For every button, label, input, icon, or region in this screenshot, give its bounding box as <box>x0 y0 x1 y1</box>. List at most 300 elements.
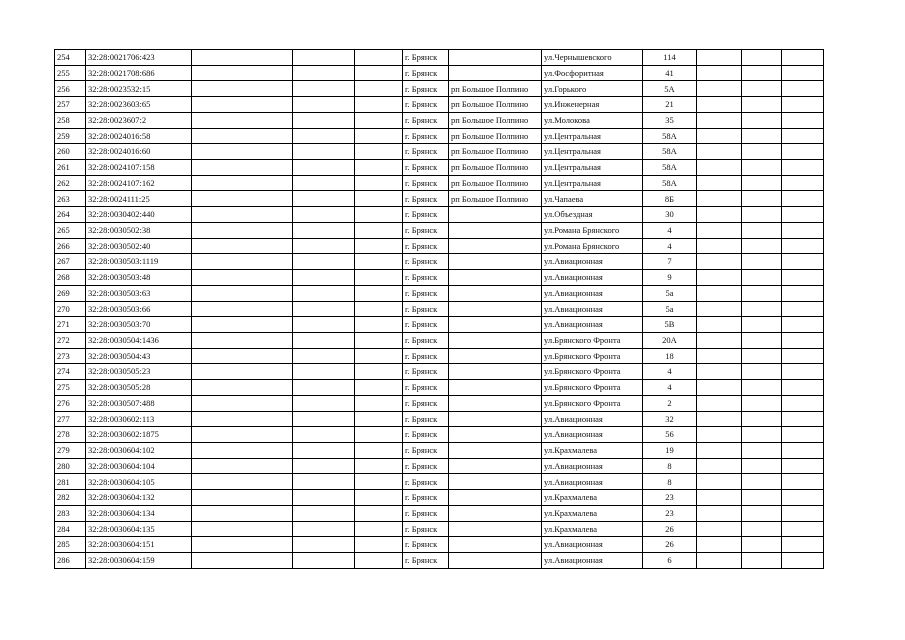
table-row <box>55 348 824 364</box>
empty-cell <box>742 458 782 474</box>
registry-table <box>54 49 824 569</box>
empty-cell <box>192 128 293 144</box>
house-number-cell: 4 <box>643 380 697 396</box>
empty-cell <box>355 458 403 474</box>
empty-cell <box>355 238 403 254</box>
table-row <box>55 317 824 333</box>
cadastral-number-cell: 32:28:0030604:134 <box>86 505 192 521</box>
cadastral-number-cell: 32:28:0030503:70 <box>86 317 192 333</box>
settlement-cell <box>449 395 542 411</box>
empty-cell <box>782 301 824 317</box>
table-row <box>55 458 824 474</box>
row-number-cell: 269 <box>55 285 86 301</box>
empty-cell <box>355 97 403 113</box>
row-number-cell: 280 <box>55 458 86 474</box>
cadastral-number-cell: 32:28:0024107:162 <box>86 175 192 191</box>
table-row <box>55 160 824 176</box>
empty-cell <box>742 537 782 553</box>
row-number-cell: 261 <box>55 160 86 176</box>
cadastral-number-cell: 32:28:0023607:2 <box>86 112 192 128</box>
empty-cell <box>192 474 293 490</box>
empty-cell <box>782 160 824 176</box>
empty-cell <box>355 81 403 97</box>
cadastral-number-cell: 32:28:0030507:488 <box>86 395 192 411</box>
empty-cell <box>355 553 403 569</box>
empty-cell <box>742 490 782 506</box>
settlement-cell <box>449 521 542 537</box>
house-number-cell: 114 <box>643 50 697 66</box>
house-number-cell: 2 <box>643 395 697 411</box>
empty-cell <box>742 97 782 113</box>
empty-cell <box>742 553 782 569</box>
empty-cell <box>293 411 355 427</box>
empty-cell <box>192 238 293 254</box>
empty-cell <box>293 427 355 443</box>
table-row <box>55 490 824 506</box>
cadastral-number-cell: 32:28:0030502:40 <box>86 238 192 254</box>
empty-cell <box>293 50 355 66</box>
settlement-cell <box>449 348 542 364</box>
cadastral-number-cell: 32:28:0030504:43 <box>86 348 192 364</box>
cadastral-number-cell: 32:28:0030604:105 <box>86 474 192 490</box>
empty-cell <box>697 458 742 474</box>
empty-cell <box>355 144 403 160</box>
house-number-cell: 4 <box>643 364 697 380</box>
empty-cell <box>697 395 742 411</box>
city-cell: г. Брянск <box>403 490 449 506</box>
street-cell: ул.Авиационная <box>542 474 643 490</box>
empty-cell <box>742 50 782 66</box>
empty-cell <box>742 254 782 270</box>
cadastral-number-cell: 32:28:0030502:38 <box>86 222 192 238</box>
house-number-cell: 30 <box>643 207 697 223</box>
house-number-cell: 26 <box>643 521 697 537</box>
empty-cell <box>192 50 293 66</box>
street-cell: ул.Брянского Фронта <box>542 395 643 411</box>
empty-cell <box>742 474 782 490</box>
empty-cell <box>782 364 824 380</box>
house-number-cell: 58А <box>643 160 697 176</box>
house-number-cell: 23 <box>643 505 697 521</box>
table-row <box>55 207 824 223</box>
row-number-cell: 267 <box>55 254 86 270</box>
city-cell: г. Брянск <box>403 395 449 411</box>
empty-cell <box>355 128 403 144</box>
house-number-cell: 21 <box>643 97 697 113</box>
cadastral-number-cell: 32:28:0030604:102 <box>86 442 192 458</box>
empty-cell <box>293 65 355 81</box>
empty-cell <box>355 175 403 191</box>
house-number-cell: 6 <box>643 553 697 569</box>
empty-cell <box>782 427 824 443</box>
empty-cell <box>355 65 403 81</box>
empty-cell <box>355 160 403 176</box>
table-row <box>55 474 824 490</box>
street-cell: ул.Центральная <box>542 175 643 191</box>
row-number-cell: 275 <box>55 380 86 396</box>
street-cell: ул.Чернышевского <box>542 50 643 66</box>
city-cell: г. Брянск <box>403 112 449 128</box>
street-cell: ул.Авиационная <box>542 285 643 301</box>
empty-cell <box>697 128 742 144</box>
house-number-cell: 8Б <box>643 191 697 207</box>
settlement-cell <box>449 474 542 490</box>
settlement-cell: рп Большое Полпино <box>449 144 542 160</box>
row-number-cell: 271 <box>55 317 86 333</box>
settlement-cell <box>449 411 542 427</box>
city-cell: г. Брянск <box>403 505 449 521</box>
empty-cell <box>293 474 355 490</box>
empty-cell <box>192 490 293 506</box>
empty-cell <box>293 270 355 286</box>
empty-cell <box>293 254 355 270</box>
empty-cell <box>782 521 824 537</box>
house-number-cell: 26 <box>643 537 697 553</box>
empty-cell <box>697 65 742 81</box>
empty-cell <box>355 191 403 207</box>
house-number-cell: 20А <box>643 332 697 348</box>
empty-cell <box>355 222 403 238</box>
house-number-cell: 32 <box>643 411 697 427</box>
house-number-cell: 5а <box>643 285 697 301</box>
empty-cell <box>293 505 355 521</box>
empty-cell <box>742 160 782 176</box>
empty-cell <box>355 442 403 458</box>
row-number-cell: 256 <box>55 81 86 97</box>
empty-cell <box>697 301 742 317</box>
empty-cell <box>742 380 782 396</box>
house-number-cell: 56 <box>643 427 697 443</box>
empty-cell <box>293 238 355 254</box>
city-cell: г. Брянск <box>403 458 449 474</box>
row-number-cell: 272 <box>55 332 86 348</box>
settlement-cell: рп Большое Полпино <box>449 128 542 144</box>
empty-cell <box>192 553 293 569</box>
empty-cell <box>742 285 782 301</box>
empty-cell <box>355 411 403 427</box>
empty-cell <box>697 553 742 569</box>
empty-cell <box>355 112 403 128</box>
empty-cell <box>697 285 742 301</box>
table-row <box>55 332 824 348</box>
settlement-cell <box>449 490 542 506</box>
empty-cell <box>782 537 824 553</box>
empty-cell <box>782 380 824 396</box>
empty-cell <box>293 332 355 348</box>
row-number-cell: 274 <box>55 364 86 380</box>
house-number-cell: 23 <box>643 490 697 506</box>
empty-cell <box>293 222 355 238</box>
empty-cell <box>192 301 293 317</box>
row-number-cell: 255 <box>55 65 86 81</box>
empty-cell <box>742 238 782 254</box>
row-number-cell: 286 <box>55 553 86 569</box>
street-cell: ул.Авиационная <box>542 553 643 569</box>
empty-cell <box>293 537 355 553</box>
city-cell: г. Брянск <box>403 332 449 348</box>
empty-cell <box>782 238 824 254</box>
house-number-cell: 5а <box>643 301 697 317</box>
city-cell: г. Брянск <box>403 348 449 364</box>
empty-cell <box>782 222 824 238</box>
empty-cell <box>742 317 782 333</box>
street-cell: ул.Авиационная <box>542 254 643 270</box>
house-number-cell: 5А <box>643 81 697 97</box>
empty-cell <box>192 191 293 207</box>
empty-cell <box>355 474 403 490</box>
table-row <box>55 285 824 301</box>
settlement-cell <box>449 537 542 553</box>
empty-cell <box>782 207 824 223</box>
table-row <box>55 238 824 254</box>
table-row <box>55 97 824 113</box>
city-cell: г. Брянск <box>403 270 449 286</box>
empty-cell <box>742 348 782 364</box>
street-cell: ул.Центральная <box>542 160 643 176</box>
row-number-cell: 262 <box>55 175 86 191</box>
empty-cell <box>293 317 355 333</box>
empty-cell <box>192 348 293 364</box>
empty-cell <box>293 112 355 128</box>
cadastral-number-cell: 32:28:0030503:1119 <box>86 254 192 270</box>
city-cell: г. Брянск <box>403 553 449 569</box>
settlement-cell <box>449 301 542 317</box>
empty-cell <box>293 442 355 458</box>
empty-cell <box>355 395 403 411</box>
empty-cell <box>782 505 824 521</box>
house-number-cell: 8 <box>643 474 697 490</box>
table-row <box>55 112 824 128</box>
street-cell: ул.Крахмалева <box>542 505 643 521</box>
empty-cell <box>782 332 824 348</box>
settlement-cell: рп Большое Полпино <box>449 97 542 113</box>
street-cell: ул.Авиационная <box>542 458 643 474</box>
settlement-cell <box>449 553 542 569</box>
house-number-cell: 41 <box>643 65 697 81</box>
row-number-cell: 254 <box>55 50 86 66</box>
empty-cell <box>192 521 293 537</box>
street-cell: ул.Горького <box>542 81 643 97</box>
cadastral-number-cell: 32:28:0030602:1875 <box>86 427 192 443</box>
settlement-cell: рп Большое Полпино <box>449 81 542 97</box>
empty-cell <box>697 490 742 506</box>
empty-cell <box>355 254 403 270</box>
row-number-cell: 279 <box>55 442 86 458</box>
street-cell: ул.Романа Брянского <box>542 238 643 254</box>
house-number-cell: 18 <box>643 348 697 364</box>
empty-cell <box>697 411 742 427</box>
empty-cell <box>355 490 403 506</box>
empty-cell <box>742 222 782 238</box>
empty-cell <box>293 348 355 364</box>
street-cell: ул.Брянского Фронта <box>542 364 643 380</box>
row-number-cell: 266 <box>55 238 86 254</box>
street-cell: ул.Фосфоритная <box>542 65 643 81</box>
settlement-cell <box>449 364 542 380</box>
street-cell: ул.Крахмалева <box>542 442 643 458</box>
empty-cell <box>293 97 355 113</box>
cadastral-number-cell: 32:28:0030604:132 <box>86 490 192 506</box>
cadastral-number-cell: 32:28:0030604:135 <box>86 521 192 537</box>
empty-cell <box>293 191 355 207</box>
street-cell: ул.Авиационная <box>542 427 643 443</box>
row-number-cell: 260 <box>55 144 86 160</box>
empty-cell <box>782 81 824 97</box>
empty-cell <box>782 65 824 81</box>
empty-cell <box>782 490 824 506</box>
empty-cell <box>782 50 824 66</box>
city-cell: г. Брянск <box>403 81 449 97</box>
row-number-cell: 277 <box>55 411 86 427</box>
city-cell: г. Брянск <box>403 50 449 66</box>
empty-cell <box>355 207 403 223</box>
empty-cell <box>697 380 742 396</box>
cadastral-number-cell: 32:28:0030604:159 <box>86 553 192 569</box>
settlement-cell <box>449 427 542 443</box>
empty-cell <box>782 285 824 301</box>
empty-cell <box>697 191 742 207</box>
empty-cell <box>192 332 293 348</box>
settlement-cell: рп Большое Полпино <box>449 191 542 207</box>
empty-cell <box>355 521 403 537</box>
cadastral-number-cell: 32:28:0024107:158 <box>86 160 192 176</box>
empty-cell <box>192 65 293 81</box>
empty-cell <box>293 490 355 506</box>
table-row <box>55 81 824 97</box>
row-number-cell: 257 <box>55 97 86 113</box>
house-number-cell: 7 <box>643 254 697 270</box>
cadastral-number-cell: 32:28:0030503:66 <box>86 301 192 317</box>
city-cell: г. Брянск <box>403 175 449 191</box>
cadastral-number-cell: 32:28:0030505:23 <box>86 364 192 380</box>
house-number-cell: 58А <box>643 128 697 144</box>
empty-cell <box>293 380 355 396</box>
empty-cell <box>742 301 782 317</box>
empty-cell <box>697 505 742 521</box>
house-number-cell: 4 <box>643 222 697 238</box>
cadastral-number-cell: 32:28:0030504:1436 <box>86 332 192 348</box>
empty-cell <box>697 112 742 128</box>
empty-cell <box>742 427 782 443</box>
settlement-cell: рп Большое Полпино <box>449 160 542 176</box>
cadastral-number-cell: 32:28:0021708:686 <box>86 65 192 81</box>
city-cell: г. Брянск <box>403 207 449 223</box>
empty-cell <box>293 128 355 144</box>
cadastral-number-cell: 32:28:0021706:423 <box>86 50 192 66</box>
row-number-cell: 282 <box>55 490 86 506</box>
settlement-cell <box>449 285 542 301</box>
city-cell: г. Брянск <box>403 128 449 144</box>
empty-cell <box>192 427 293 443</box>
street-cell: ул.Центральная <box>542 144 643 160</box>
empty-cell <box>192 222 293 238</box>
empty-cell <box>697 222 742 238</box>
empty-cell <box>293 81 355 97</box>
city-cell: г. Брянск <box>403 160 449 176</box>
row-number-cell: 264 <box>55 207 86 223</box>
empty-cell <box>742 65 782 81</box>
empty-cell <box>782 128 824 144</box>
table-body <box>55 50 824 569</box>
cadastral-number-cell: 32:28:0030602:113 <box>86 411 192 427</box>
empty-cell <box>742 411 782 427</box>
city-cell: г. Брянск <box>403 254 449 270</box>
settlement-cell <box>449 254 542 270</box>
empty-cell <box>355 50 403 66</box>
empty-cell <box>192 112 293 128</box>
street-cell: ул.Романа Брянского <box>542 222 643 238</box>
empty-cell <box>192 505 293 521</box>
empty-cell <box>782 144 824 160</box>
empty-cell <box>697 238 742 254</box>
empty-cell <box>355 537 403 553</box>
street-cell: ул.Центральная <box>542 128 643 144</box>
empty-cell <box>192 395 293 411</box>
table-row <box>55 128 824 144</box>
city-cell: г. Брянск <box>403 537 449 553</box>
table-row <box>55 50 824 66</box>
house-number-cell: 35 <box>643 112 697 128</box>
empty-cell <box>782 442 824 458</box>
house-number-cell: 19 <box>643 442 697 458</box>
table-row <box>55 553 824 569</box>
empty-cell <box>697 254 742 270</box>
empty-cell <box>355 332 403 348</box>
table-row <box>55 175 824 191</box>
empty-cell <box>293 521 355 537</box>
empty-cell <box>697 97 742 113</box>
table-row <box>55 364 824 380</box>
empty-cell <box>293 285 355 301</box>
city-cell: г. Брянск <box>403 442 449 458</box>
empty-cell <box>742 112 782 128</box>
table-row <box>55 301 824 317</box>
empty-cell <box>742 395 782 411</box>
house-number-cell: 9 <box>643 270 697 286</box>
street-cell: ул.Авиационная <box>542 317 643 333</box>
row-number-cell: 268 <box>55 270 86 286</box>
empty-cell <box>697 427 742 443</box>
empty-cell <box>697 175 742 191</box>
cadastral-number-cell: 32:28:0023532:15 <box>86 81 192 97</box>
table-row <box>55 395 824 411</box>
street-cell: ул.Чапаева <box>542 191 643 207</box>
settlement-cell <box>449 505 542 521</box>
empty-cell <box>355 380 403 396</box>
empty-cell <box>782 348 824 364</box>
table-row <box>55 427 824 443</box>
city-cell: г. Брянск <box>403 380 449 396</box>
empty-cell <box>697 474 742 490</box>
cadastral-number-cell: 32:28:0030503:63 <box>86 285 192 301</box>
cadastral-number-cell: 32:28:0023603:65 <box>86 97 192 113</box>
table-row <box>55 65 824 81</box>
row-number-cell: 284 <box>55 521 86 537</box>
house-number-cell: 4 <box>643 238 697 254</box>
empty-cell <box>697 317 742 333</box>
row-number-cell: 273 <box>55 348 86 364</box>
empty-cell <box>742 175 782 191</box>
empty-cell <box>192 458 293 474</box>
table-row <box>55 411 824 427</box>
cadastral-number-cell: 32:28:0024016:60 <box>86 144 192 160</box>
empty-cell <box>355 364 403 380</box>
empty-cell <box>192 411 293 427</box>
empty-cell <box>742 191 782 207</box>
city-cell: г. Брянск <box>403 521 449 537</box>
street-cell: ул.Молокова <box>542 112 643 128</box>
empty-cell <box>192 175 293 191</box>
